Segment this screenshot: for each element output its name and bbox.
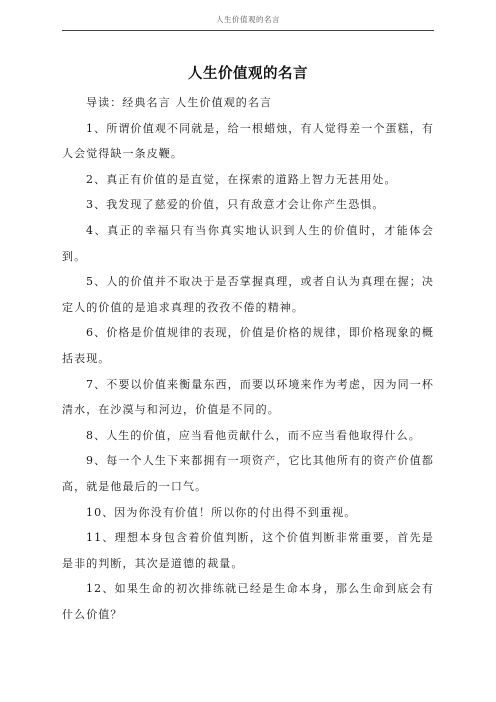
quote-paragraph: 2、真正有价值的是直觉，在探索的道路上智力无甚用处。 [86,172,397,186]
quote-paragraph: 6、价格是价值规律的表现，价值是价格的规律，即价格现象的概括表现。 [62,326,434,365]
quote-paragraph: 12、如果生命的初次排练就已经是生命本身，那么生命到底会有什么价值？ [62,582,434,621]
quote-paragraph: 8、人生的价值，应当看他贡献什么，而不应当看他取得什么。 [86,428,421,442]
document-body [62,90,434,627]
quote-paragraph: 4、真正的幸福只有当你真实地认识到人生的价值时，才能体会到。 [62,223,434,263]
intro-paragraph: 导读：经典名言 人生价值观的名言 [86,96,273,109]
quote-paragraph: 1、所谓价值观不同就是，给一根蜡烛，有人觉得差一个蛋糕，有人会觉得缺一条皮鞭。 [62,121,434,161]
running-header: 人生价值观的名言 [216,15,280,24]
quote-paragraph: 11、理想本身包含着价值判断，这个价值判断非常重要，首先是是非的判断，其次是道德的裁量。 [62,531,434,570]
header-divider [62,30,434,31]
document-title: 人生价值观的名言 [188,66,308,82]
quote-paragraph: 3、我发现了慈爱的价值，只有敌意才会让你产生恐惧。 [86,198,385,212]
quote-paragraph: 10、因为你没有价值！所以你的付出得不到重视。 [86,505,357,519]
quote-paragraph: 5、人的价值并不取决于是否掌握真理，或者自认为真理在握；决定人的价值的是追求真理的孜孜不倦的精神。 [62,275,434,314]
quote-paragraph: 7、不要以价值来衡量东西，而要以环境来作为考虑，因为同一杯清水，在沙漠与和河边，价值是不同的。 [62,377,434,417]
quote-paragraph: 9、每一个人生下来都拥有一项资产，它比其他所有的资产价值都高，就是他最后的一口气。 [62,454,434,493]
